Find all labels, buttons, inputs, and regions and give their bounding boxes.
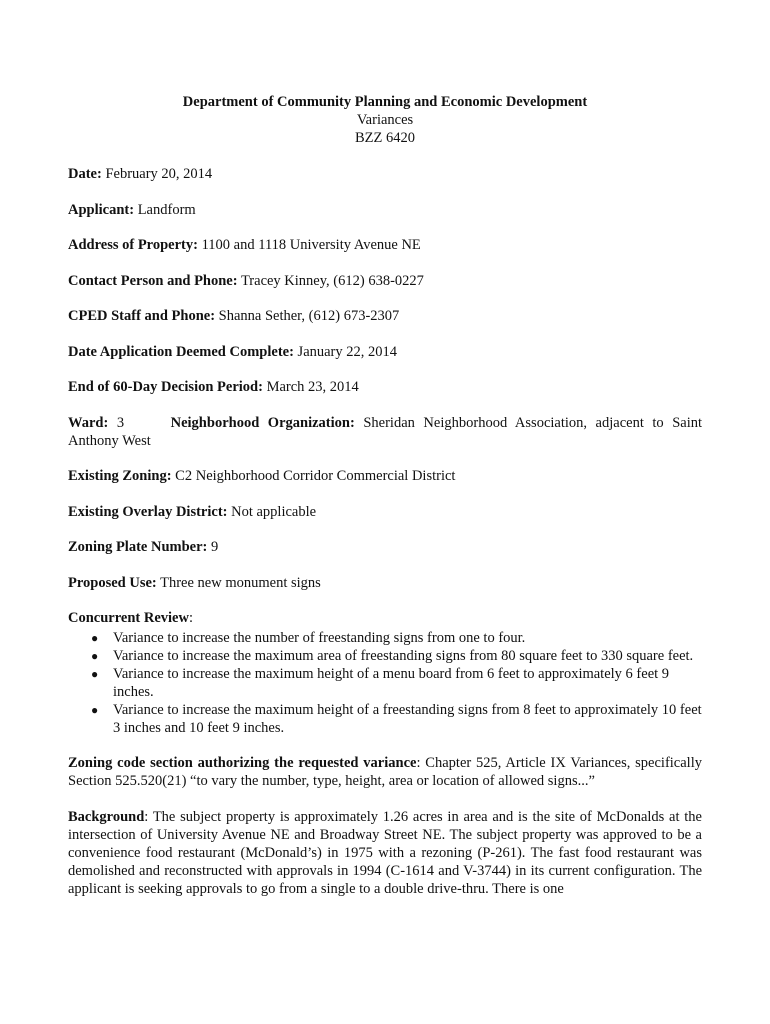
existing-zoning-label: Existing Zoning:	[68, 468, 172, 484]
neighborhood-value: Sheridan Neighborhood Association, adjacent to Saint Anthony West	[68, 414, 703, 449]
end-period-value: March 23, 2014	[266, 379, 359, 395]
list-item-text: Variance to increase the maximum height of a menu board from 6 feet to approximately 6 feet 9 inches.	[113, 666, 670, 700]
date-label: Date:	[68, 166, 102, 182]
concurrent-review-list	[68, 629, 702, 737]
end-period-label: End of 60-Day Decision Period:	[68, 379, 263, 395]
list-item	[91, 665, 702, 701]
contact-value: Tracey Kinney, (612) 638-0227	[240, 272, 424, 289]
case-number: BZZ 6420	[354, 130, 415, 146]
existing-zoning-value: C2 Neighborhood Corridor Commercial District	[175, 468, 456, 484]
date-complete-label: Date Application Deemed Complete:	[68, 343, 294, 360]
background-text: : The subject property is approximately 1.26 acres in area and is the site of McDonalds at the intersection of University Avenue NE and Broadway Street NE. The subject property was approved to be a convenience food restaurant (McDonald’s) in 1975 with a rezoning (P-261). The fast food restaurant was demolished and reconstructed with approvals in 1994 (C-1614 and V-3744) in its current configuration. The applicant is seeking approvals to go from a single to a double drive-thru. There is one	[68, 808, 702, 897]
list-item-text: Variance to increase the maximum height of a freestanding signs from 8 feet to approximately 10 feet 3 inches and 10 feet 9 inches.	[113, 702, 702, 736]
bullet-dot-icon: ●	[91, 667, 99, 681]
document-subtitle: Variances	[356, 112, 414, 128]
date-field	[68, 165, 702, 183]
overlay-label: Existing Overlay District:	[68, 503, 228, 520]
background-paragraph	[68, 808, 702, 898]
background-label: Background	[68, 808, 145, 825]
concurrent-review-colon: :	[188, 610, 193, 626]
date-complete-field	[68, 343, 702, 361]
cped-staff-label: CPED Staff and Phone:	[68, 308, 216, 324]
list-item	[91, 647, 702, 665]
plate-field	[68, 538, 702, 556]
zoning-code-paragraph	[68, 754, 702, 790]
address-value: 1100 and 1118 University Avenue NE	[201, 237, 421, 253]
end-period-field	[68, 378, 702, 396]
cped-staff-value: Shanna Sether, (612) 673-2307	[218, 308, 400, 324]
plate-value: 9	[210, 539, 219, 555]
existing-zoning-field	[68, 467, 702, 485]
contact-label: Contact Person and Phone:	[68, 272, 238, 289]
applicant-value: Landform	[137, 201, 196, 218]
contact-field	[68, 272, 702, 290]
proposed-use-label: Proposed Use:	[68, 574, 157, 591]
ward-label: Ward:	[68, 414, 109, 431]
applicant-label: Applicant:	[68, 201, 135, 218]
cped-staff-field	[68, 307, 702, 325]
list-item-text: Variance to increase the number of freestanding signs from one to four.	[113, 630, 526, 646]
date-value: February 20, 2014	[105, 166, 213, 182]
address-label: Address of Property:	[68, 237, 198, 253]
document-header	[68, 93, 702, 147]
concurrent-review-label: Concurrent Review	[68, 610, 189, 626]
list-item-text: Variance to increase the maximum area of freestanding signs from 80 square feet to 330 square feet.	[113, 648, 694, 664]
proposed-use-value: Three new monument signs	[160, 574, 321, 591]
ward-field	[68, 414, 702, 450]
bullet-dot-icon: ●	[91, 703, 99, 717]
overlay-field	[68, 503, 702, 521]
concurrent-review-heading	[68, 609, 702, 627]
date-complete-value: January 22, 2014	[297, 343, 398, 360]
zoning-code-label: Zoning code section authorizing the requested variance	[68, 755, 417, 771]
list-item	[91, 629, 702, 647]
bullet-dot-icon: ●	[91, 631, 99, 645]
applicant-field	[68, 201, 702, 219]
department-title: Department of Community Planning and Economic Development	[182, 94, 588, 110]
proposed-use-field	[68, 574, 702, 592]
ward-value: 3	[116, 414, 125, 431]
neighborhood-label: Neighborhood Organization:	[170, 414, 355, 431]
zoning-code-text: : Chapter 525, Article IX Variances, specifically Section 525.520(21) “to vary the number, type, height, area or location of allowed signs...”	[68, 755, 702, 789]
plate-label: Zoning Plate Number:	[68, 539, 208, 555]
overlay-value: Not applicable	[231, 503, 317, 520]
document-page	[68, 93, 702, 915]
list-item	[91, 701, 702, 737]
address-field	[68, 236, 702, 254]
bullet-dot-icon: ●	[91, 649, 99, 663]
